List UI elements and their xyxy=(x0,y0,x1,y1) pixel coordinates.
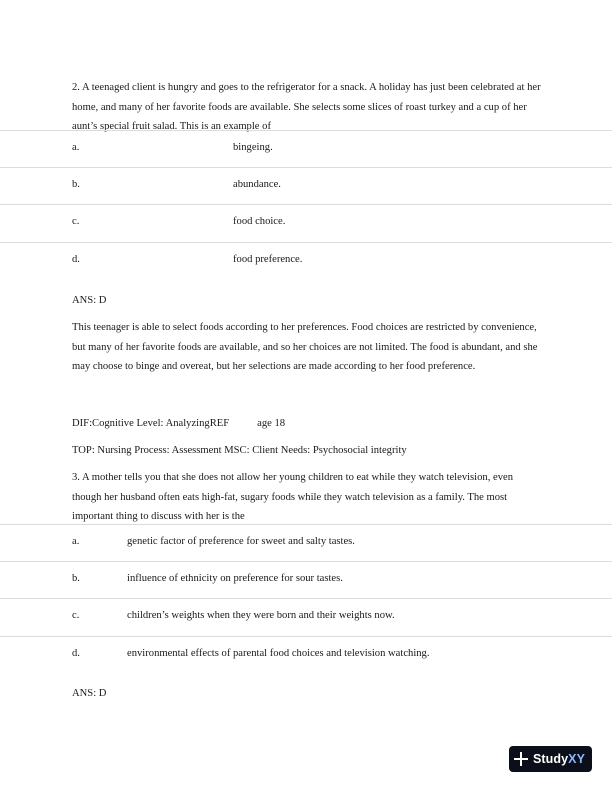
option-row xyxy=(0,130,612,167)
option-row xyxy=(0,598,612,635)
option-letter: b. xyxy=(72,573,80,584)
question-2-topic: TOP: Nursing Process: Assessment MSC: Client Needs: Psychosocial integrity xyxy=(72,445,407,456)
question-2-rationale: This teenager is able to select foods according to her preferences. Food choices are restricted by convenience, but many of her favorite foods are available, and so her choices are not limited. The food is abundant, and she may choose to binge and overeat, but her selections are made according to her food preference. xyxy=(72,322,538,372)
option-text: genetic factor of preference for sweet and salty tastes. xyxy=(127,536,355,547)
question-2-difficulty xyxy=(72,417,285,431)
option-letter: c. xyxy=(72,216,80,227)
brand-name xyxy=(533,752,585,766)
question-2-stem: 2. A teenaged client is hungry and goes to the refrigerator for a snack. A holiday has just been celebrated at her home, and many of her favorite foods are available. She selects some slices of roast turkey and a cup of her aunt’s special fruit salad. This is an example of xyxy=(72,82,541,132)
option-row xyxy=(0,636,612,673)
option-letter: b. xyxy=(72,179,80,190)
option-text: abundance. xyxy=(233,179,281,190)
reference-text: age 18 xyxy=(257,418,286,429)
option-letter: a. xyxy=(72,142,80,153)
option-text: influence of ethnicity on preference for sour tastes. xyxy=(127,573,343,584)
option-row xyxy=(0,561,612,598)
option-row xyxy=(0,242,612,279)
plus-icon xyxy=(514,752,528,766)
question-3-stem: 3. A mother tells you that she does not allow her young children to eat while they watch television, even though her husband often eats high-fat, sugary foods while they watch television as a family. The most important thing to discuss with her is the xyxy=(72,472,514,522)
option-text: environmental effects of parental food choices and television watching. xyxy=(127,648,430,659)
option-letter: d. xyxy=(72,648,80,659)
option-letter: c. xyxy=(72,610,80,621)
studyxy-badge[interactable] xyxy=(509,746,592,772)
option-text: bingeing. xyxy=(233,142,273,153)
question-2-answer: ANS: D xyxy=(72,295,107,306)
question-3-answer: ANS: D xyxy=(72,688,107,699)
difficulty-text: DIF:Cognitive Level: AnalyzingREF xyxy=(72,418,230,429)
option-row xyxy=(0,524,612,561)
option-text: children’s weights when they were born and their weights now. xyxy=(127,610,395,621)
option-letter: a. xyxy=(72,536,80,547)
option-row xyxy=(0,167,612,204)
brand-name-accent: XY xyxy=(568,752,586,766)
option-text: food choice. xyxy=(233,216,286,227)
option-text: food preference. xyxy=(233,254,303,265)
option-letter: d. xyxy=(72,254,80,265)
brand-name-main: Study xyxy=(532,752,569,766)
option-row xyxy=(0,204,612,241)
